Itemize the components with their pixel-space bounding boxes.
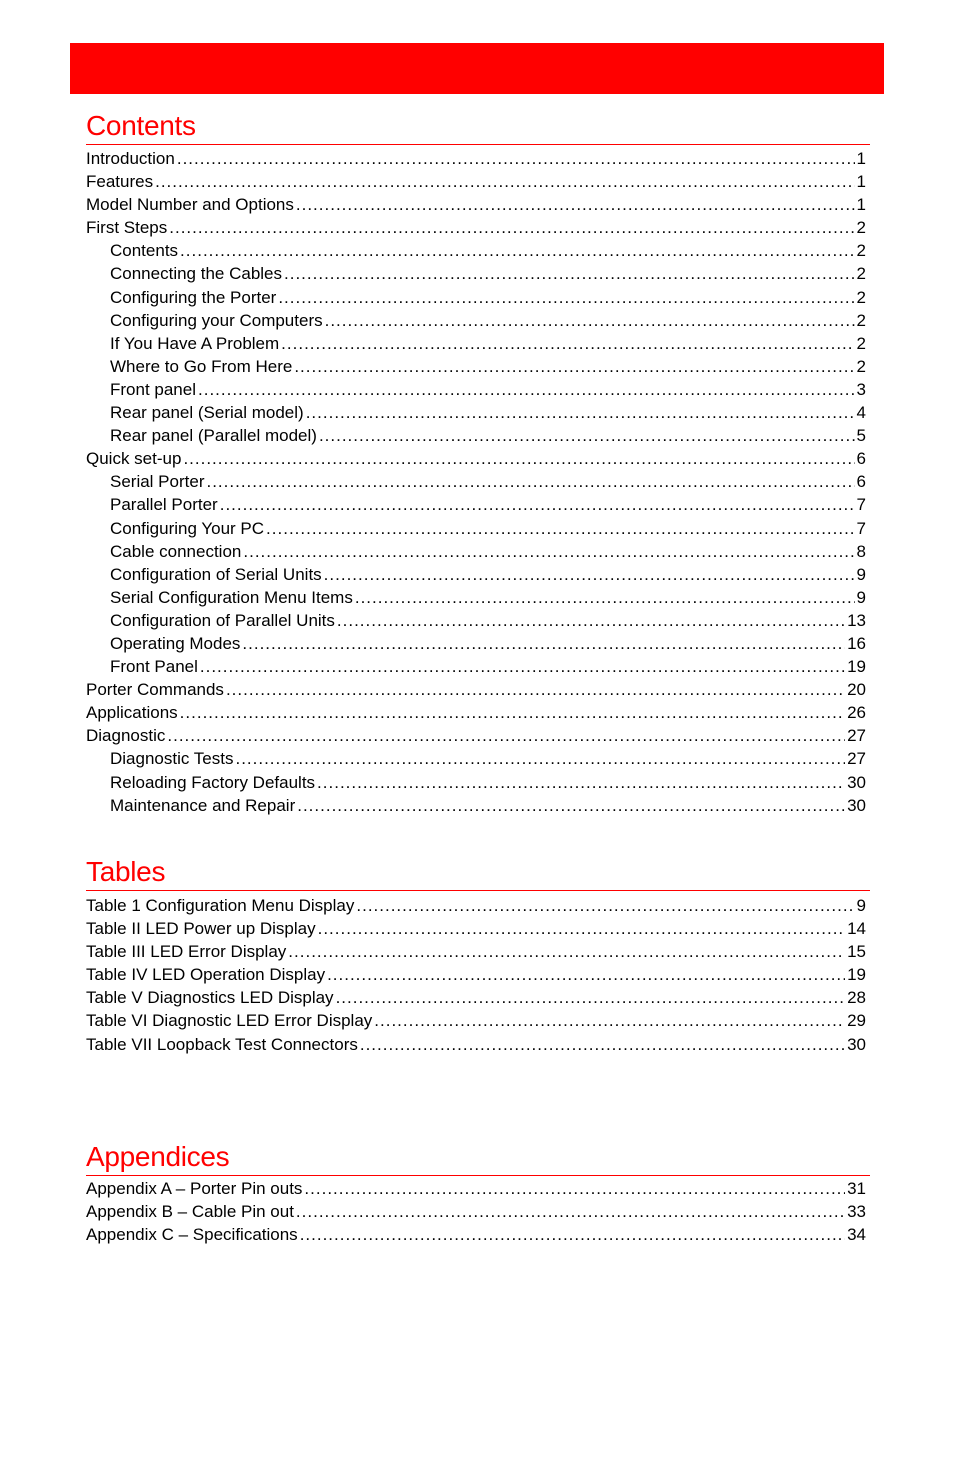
toc-entry-page-number: 20 — [847, 680, 866, 700]
toc-dot-leader — [183, 447, 854, 470]
toc-dot-leader — [180, 701, 845, 724]
toc-entry[interactable] — [86, 332, 870, 355]
toc-dot-leader — [278, 286, 854, 309]
toc-entry[interactable] — [86, 378, 870, 401]
toc-entry[interactable] — [86, 262, 870, 285]
toc-entry-title: Table VII Loopback Test Connectors — [86, 1034, 358, 1054]
toc-entry[interactable] — [86, 1009, 870, 1032]
toc-entry[interactable] — [86, 286, 870, 309]
toc-entry-page-number: 30 — [847, 1034, 866, 1054]
toc-entry-title: Porter Commands — [86, 680, 224, 700]
toc-entry-title: Quick set-up — [86, 449, 182, 469]
toc-dot-leader — [180, 239, 854, 262]
toc-entry-title: Configuration of Parallel Units — [110, 610, 335, 630]
toc-entry-page-number: 5 — [856, 426, 866, 446]
toc-entry[interactable] — [86, 1033, 870, 1056]
toc-entry-title: Introduction — [86, 149, 175, 168]
toc-dot-leader — [200, 655, 845, 678]
toc-entry-title: Front Panel — [110, 657, 198, 677]
toc-entry[interactable] — [86, 794, 870, 817]
toc-dot-leader — [360, 1033, 845, 1056]
toc-entry-page-number: 14 — [847, 919, 866, 939]
toc-entry[interactable] — [86, 986, 870, 1009]
toc-entry-title: Rear panel (Serial model) — [110, 403, 304, 423]
toc-entry-page-number: 29 — [847, 1011, 866, 1031]
toc-entry[interactable] — [86, 493, 870, 516]
toc-entry-title: Table II LED Power up Display — [86, 919, 316, 939]
toc-entry-title: Configuration of Serial Units — [110, 564, 322, 584]
toc-entry-title: Configuring your Computers — [110, 310, 323, 330]
toc-dot-leader — [296, 193, 855, 216]
toc-dot-leader — [300, 1223, 845, 1246]
toc-entry-page-number: 6 — [856, 472, 866, 492]
toc-dot-leader — [169, 216, 854, 239]
toc-entry-title: Model Number and Options — [86, 195, 294, 215]
toc-dot-leader — [325, 309, 855, 332]
toc-dot-leader — [206, 470, 854, 493]
toc-entry[interactable] — [86, 586, 870, 609]
toc-entry-title: Parallel Porter — [110, 495, 218, 515]
toc-dot-leader — [220, 493, 855, 516]
toc-entry-page-number: 7 — [856, 518, 866, 538]
toc-dot-leader — [281, 332, 854, 355]
toc-entry-page-number: 7 — [856, 495, 866, 515]
toc-dot-leader — [327, 963, 845, 986]
toc-entry[interactable] — [86, 424, 870, 447]
toc-entry[interactable] — [86, 609, 870, 632]
toc-entry-title: Configuring the Porter — [110, 287, 277, 307]
toc-entry-page-number: 8 — [856, 541, 866, 561]
toc-entry-title: If You Have A Problem — [110, 333, 280, 353]
toc-entry-title: Appendix B – Cable Pin out — [86, 1202, 294, 1222]
toc-entry[interactable] — [86, 563, 870, 586]
toc-entry-page-number: 26 — [847, 703, 866, 723]
toc-dot-leader — [242, 632, 845, 655]
toc-entry[interactable] — [86, 894, 870, 917]
toc-entry-page-number: 4 — [856, 403, 866, 423]
toc-entry[interactable] — [86, 355, 870, 378]
toc-entry[interactable] — [86, 147, 870, 170]
toc-dot-leader — [317, 771, 845, 794]
toc-entry[interactable] — [86, 1200, 870, 1223]
toc-dot-leader — [319, 424, 855, 447]
toc-entry-page-number: 34 — [847, 1225, 866, 1245]
toc-entry-page-number: 30 — [847, 795, 866, 815]
toc-entry[interactable] — [86, 401, 870, 424]
toc-entry[interactable] — [86, 216, 870, 239]
toc-entry[interactable] — [86, 724, 870, 747]
appendices-list — [86, 1177, 870, 1246]
toc-dot-leader — [235, 747, 845, 770]
toc-entry[interactable] — [86, 678, 870, 701]
toc-entry-page-number: 2 — [856, 310, 866, 330]
toc-dot-leader — [324, 563, 855, 586]
toc-dot-leader — [355, 586, 855, 609]
toc-entry-title: Operating Modes — [110, 633, 241, 653]
tables-heading: Tables — [86, 856, 870, 891]
toc-entry-title: Features — [86, 172, 154, 192]
toc-entry-page-number: 6 — [856, 449, 866, 469]
toc-dot-leader — [304, 1177, 845, 1200]
toc-dot-leader — [374, 1009, 845, 1032]
toc-dot-leader — [155, 170, 854, 193]
toc-entry-title: Table V Diagnostics LED Display — [86, 988, 334, 1008]
toc-entry-title: Where to Go From Here — [110, 356, 293, 376]
toc-entry-page-number: 2 — [856, 333, 866, 353]
toc-entry-title: Front panel — [110, 379, 196, 399]
toc-dot-leader — [167, 724, 845, 747]
toc-entry-page-number: 33 — [847, 1202, 866, 1222]
contents-list — [86, 147, 870, 817]
toc-entry[interactable] — [86, 470, 870, 493]
toc-entry-page-number: 9 — [856, 564, 866, 584]
appendices-section — [86, 1141, 870, 1246]
toc-entry[interactable] — [86, 771, 870, 794]
toc-entry[interactable] — [86, 1177, 870, 1200]
toc-entry-title: Cable connection — [110, 541, 242, 561]
toc-entry-page-number: 1 — [856, 172, 866, 192]
toc-entry-page-number: 19 — [847, 965, 866, 985]
toc-entry-page-number: 15 — [847, 942, 866, 962]
toc-entry[interactable] — [86, 309, 870, 332]
toc-dot-leader — [177, 147, 855, 170]
toc-entry[interactable] — [86, 540, 870, 563]
toc-entry-page-number: 3 — [856, 379, 866, 399]
toc-dot-leader — [318, 917, 845, 940]
toc-dot-leader — [296, 1200, 845, 1223]
toc-entry[interactable] — [86, 701, 870, 724]
toc-entry[interactable] — [86, 170, 870, 193]
toc-entry-page-number: 2 — [856, 287, 866, 307]
toc-entry-title: Appendix C – Specifications — [86, 1225, 298, 1245]
toc-dot-leader — [297, 794, 845, 817]
appendices-heading: Appendices — [86, 1141, 870, 1176]
toc-entry-page-number: 9 — [856, 587, 866, 607]
toc-entry-page-number: 30 — [847, 772, 866, 792]
toc-entry-title: Connecting the Cables — [110, 264, 283, 284]
toc-entry-page-number: 16 — [847, 633, 866, 653]
toc-entry-page-number: 13 — [847, 610, 866, 630]
toc-entry-page-number: 28 — [847, 988, 866, 1008]
toc-entry[interactable] — [86, 1223, 870, 1246]
toc-entry[interactable] — [86, 940, 870, 963]
toc-entry-title: Rear panel (Parallel model) — [110, 426, 317, 446]
contents-heading: Contents — [86, 110, 870, 145]
toc-dot-leader — [288, 940, 845, 963]
toc-entry-title: Applications — [86, 703, 178, 723]
toc-dot-leader — [243, 540, 854, 563]
tables-list — [86, 894, 870, 1056]
toc-dot-leader — [198, 378, 855, 401]
toc-entry-title: First Steps — [86, 218, 168, 238]
toc-entry-title: Table III LED Error Display — [86, 942, 287, 962]
toc-entry[interactable] — [86, 193, 870, 216]
toc-entry-page-number: 19 — [847, 657, 866, 677]
header-red-bar — [70, 43, 884, 94]
toc-dot-leader — [306, 401, 855, 424]
toc-dot-leader — [226, 678, 845, 701]
toc-entry-page-number: 2 — [856, 241, 866, 261]
toc-entry[interactable] — [86, 632, 870, 655]
toc-entry[interactable] — [86, 239, 870, 262]
toc-entry-title: Table VI Diagnostic LED Error Display — [86, 1011, 373, 1031]
toc-entry[interactable] — [86, 963, 870, 986]
toc-entry[interactable] — [86, 655, 870, 678]
toc-dot-leader — [284, 262, 855, 285]
toc-dot-leader — [266, 517, 854, 540]
toc-entry-page-number: 27 — [847, 726, 866, 746]
toc-dot-leader — [294, 355, 854, 378]
toc-entry[interactable] — [86, 917, 870, 940]
toc-entry-page-number: 2 — [856, 264, 866, 284]
toc-entry[interactable] — [86, 747, 870, 770]
toc-entry[interactable] — [86, 447, 870, 470]
toc-entry-title: Appendix A – Porter Pin outs — [86, 1179, 303, 1198]
toc-entry-title: Maintenance and Repair — [110, 795, 296, 815]
toc-dot-leader — [356, 894, 854, 917]
toc-dot-leader — [336, 986, 846, 1009]
toc-entry-page-number: 31 — [847, 1179, 866, 1198]
toc-entry-title: Diagnostic Tests — [110, 749, 234, 769]
toc-entry-page-number: 27 — [847, 749, 866, 769]
toc-entry-title: Serial Configuration Menu Items — [110, 587, 353, 607]
toc-entry-page-number: 9 — [856, 896, 866, 915]
toc-entry-title: Contents — [110, 241, 179, 261]
toc-entry-title: Configuring Your PC — [110, 518, 265, 538]
toc-entry-title: Serial Porter — [110, 472, 205, 492]
toc-entry-title: Table 1 Configuration Menu Display — [86, 896, 355, 915]
tables-section — [86, 856, 870, 1056]
toc-entry-title: Diagnostic — [86, 726, 166, 746]
toc-entry-page-number: 1 — [856, 149, 866, 168]
toc-entry-title: Table IV LED Operation Display — [86, 965, 326, 985]
toc-entry-page-number: 1 — [856, 195, 866, 215]
toc-entry-page-number: 2 — [856, 218, 866, 238]
toc-entry-title: Reloading Factory Defaults — [110, 772, 316, 792]
toc-dot-leader — [337, 609, 845, 632]
toc-entry-page-number: 2 — [856, 356, 866, 376]
toc-entry[interactable] — [86, 517, 870, 540]
contents-section — [86, 110, 870, 817]
